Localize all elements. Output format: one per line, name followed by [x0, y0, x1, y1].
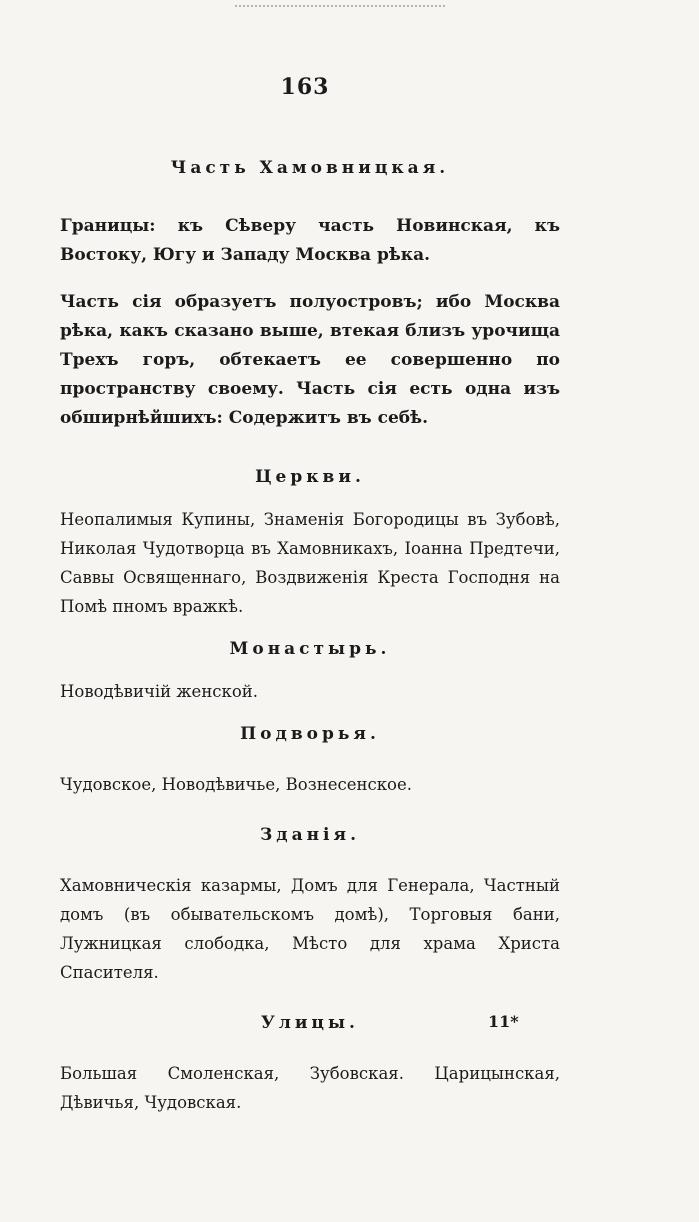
churches-list: Неопалимыя Купины, Знаменія Богородицы въ Зубовѣ, Николая Чудотворца въ Хамовникахъ, Іоанна Предтечи, Саввы Освященнаго, Воздвиженія Креста Господня на Помѣ пномъ вражкѣ.: [60, 510, 560, 616]
monastery-list: Новодѣвичій женской.: [60, 682, 259, 701]
buildings-list: Хамовническія казармы, Домъ для Генерала, Частный домъ (въ обывательскомъ домѣ), Торговыя бани, Лужницкая слободка, Мѣсто для храма Христа Спасителя.: [60, 876, 560, 982]
heading-churches: Церкви.: [255, 467, 365, 487]
heading-monastery: Монастырь.: [229, 639, 391, 659]
page-content: [60, 158, 560, 1117]
podvorya-list: Чудовское, Новодѣвичье, Вознесенское.: [60, 775, 412, 794]
page-top-edge-mark: [235, 0, 445, 7]
heading-streets: Улицы.: [261, 1013, 359, 1033]
description-paragraph: Часть сія образуетъ полуостровъ; ибо Москва рѣка, какъ сказано выше, втекая близъ урочища Трехъ горъ, обтекаетъ ее совершенно по пространству своему. Часть сія есть одна изъ обширнѣйшихъ: Содержитъ въ себѣ.: [60, 292, 560, 428]
heading-buildings: Зданія.: [260, 825, 360, 845]
section-title: Часть Хамовницкая.: [170, 158, 450, 178]
heading-podvorya: Подворья.: [240, 724, 380, 744]
page-number: 163: [280, 74, 330, 100]
borders-paragraph: Границы: къ Сѣверу часть Новинская, къ Востоку, Югу и Западу Москва рѣка.: [60, 216, 560, 265]
streets-list: Большая Смоленская, Зубовская. Царицынская, Дѣвичья, Чудовская.: [60, 1064, 560, 1112]
sheet-signature: 11*: [488, 1012, 519, 1031]
